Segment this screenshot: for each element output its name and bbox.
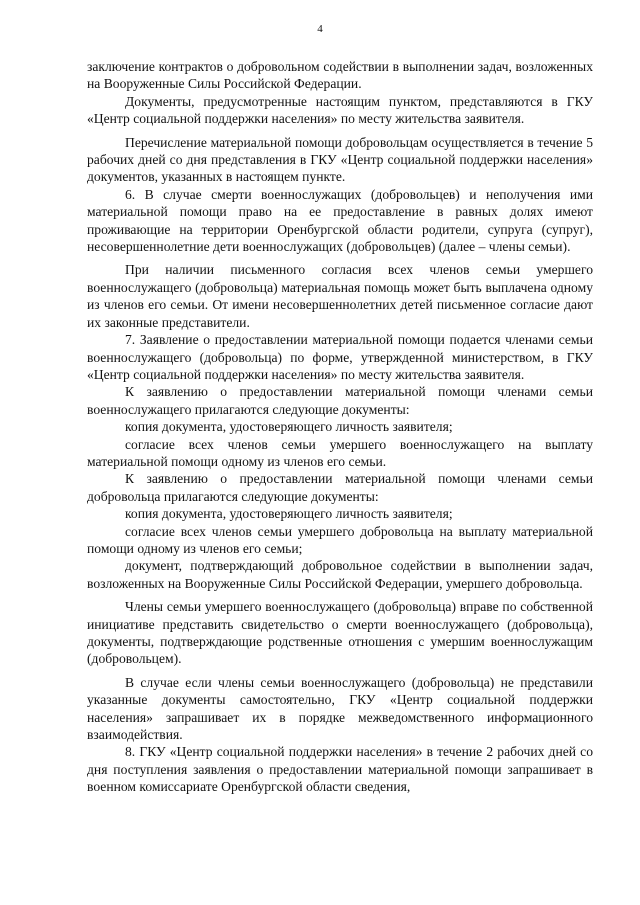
paragraph: Перечисление материальной помощи добровольцам осуществляется в течение 5 рабочих дней со дня представления в ГКУ «Центр социальной поддержки населения» документов, указанных в настоящем пункте.: [87, 134, 593, 185]
paragraph: К заявлению о предоставлении материальной помощи членами семьи военнослужащего прилагаются следующие документы:: [87, 384, 593, 417]
paragraph: копия документа, удостоверяющего личность заявителя;: [125, 419, 453, 435]
paragraph: Документы, предусмотренные настоящим пунктом, представляются в ГКУ «Центр социальной поддержки населения» по месту жительства заявителя.: [87, 93, 593, 127]
paragraph: 8. ГКУ «Центр социальной поддержки населения» в течение 2 рабочих дней со дня поступления заявления о предоставлении материальной помощи запрашивает в военном комиссариате Оренбургской области сведения,: [87, 744, 593, 795]
paragraph: 7. Заявление о предоставлении материальной помощи подается членами семьи военнослужащего (добровольца) по форме, утвержденной министерством, в ГКУ «Центр социальной поддержки населения» по месту жительства заявителя.: [87, 332, 593, 382]
page-number: 4: [317, 23, 323, 35]
paragraph: Члены семьи умершего военнослужащего (добровольца) вправе по собственной инициативе представить свидетельство о смерти военнослужащего (добровольца), документы, подтверждающие родственные отношения с умершим военнослужащим (добровольцем).: [87, 599, 593, 667]
paragraph: При наличии письменного согласия всех членов семьи умершего военнослужащего (добровольца) материальная помощь может быть выплачена одному из членов его семьи. От имени несовершеннолетних детей письменное согласие дают их законные представители.: [87, 262, 593, 330]
document-body: [87, 58, 593, 796]
paragraph: В случае если члены семьи военнослужащего (добровольца) не представили указанные документы самостоятельно, ГКУ «Центр социальной поддержки населения» запрашивает их в порядке межведомственного информационного взаимодействия.: [87, 674, 593, 743]
paragraph: документ, подтверждающий добровольное содействии в выполнении задач, возложенных на Вооруженные Силы Российской Федерации, умершего добровольца.: [87, 558, 593, 591]
paragraph: 6. В случае смерти военнослужащих (добровольцев) и неполучения ими материальной помощи право на ее предоставление в равных долях имеют проживающие на территории Оренбургской области родители, супруга (супруг), несовершеннолетние дети военнослужащих (добровольцев) (далее – члены семьи).: [87, 186, 593, 255]
paragraph: согласие всех членов семьи умершего военнослужащего на выплату материальной помощи одному из членов его семьи.: [87, 436, 593, 469]
paragraph: заключение контрактов о добровольном содействии в выполнении задач, возложенных на Вооруженные Силы Российской Федерации.: [87, 59, 593, 92]
paragraph: копия документа, удостоверяющего личность заявителя;: [125, 506, 453, 522]
paragraph: согласие всех членов семьи умершего добровольца на выплату материальной помощи одному из членов его семьи;: [87, 523, 593, 556]
paragraph: К заявлению о предоставлении материальной помощи членами семьи добровольца прилагаются следующие документы:: [87, 471, 593, 504]
